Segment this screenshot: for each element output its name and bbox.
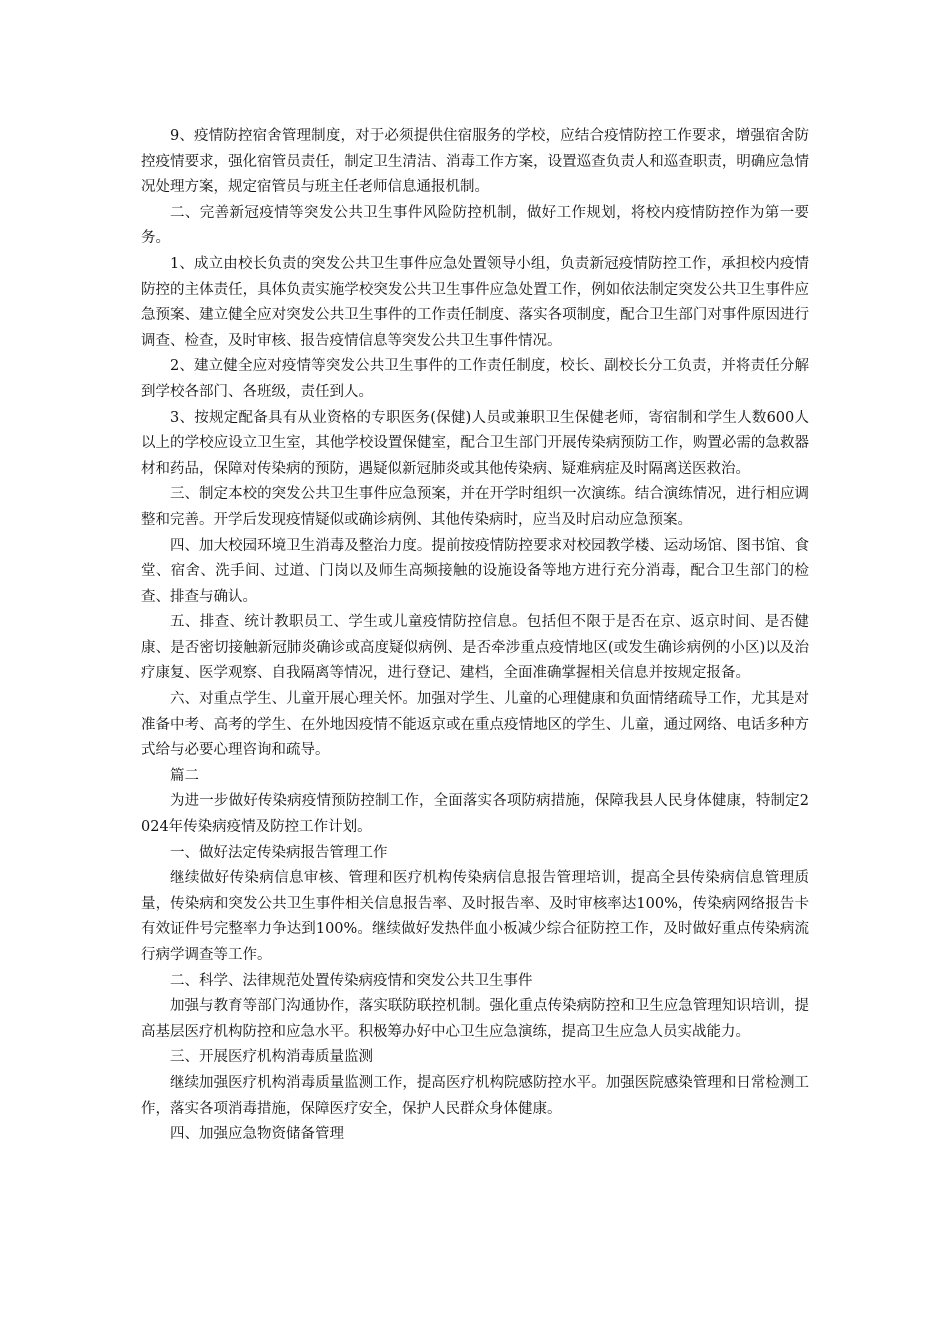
section-heading-risk-control: 二、完善新冠疫情等突发公共卫生事件风险防控机制，做好工作规划，将校内疫情防控作为第一要务。 <box>141 204 809 247</box>
section-heading-emergency-supplies: 四、加强应急物资储备管理 <box>170 1126 344 1143</box>
section-heading-epidemic-handling: 二、科学、法律规范处置传染病疫情和突发公共卫生事件 <box>170 972 533 989</box>
document-body <box>141 124 809 1148</box>
paragraph-responsibility-system: 2、建立健全应对疫情等突发公共卫生事件的工作责任制度，校长、副校长分工负责，并将责任分解到学校各部门、各班级，责任到人。 <box>141 358 809 400</box>
part-two-title: 篇二 <box>170 767 199 784</box>
paragraph-epidemic-handling: 加强与教育等部门沟通协作，落实联防联控机制。强化重点传染病防控和卫生应急管理知识培训，提高基层医疗机构防控和应急水平。积极筹办好中心卫生应急演练，提高卫生应急人员实战能力。 <box>141 998 809 1040</box>
paragraph-plan-intro: 为进一步做好传染病疫情预防控制工作，全面落实各项防病措施，保障我县人民身体健康，特制定2024年传染病疫情及防控工作计划。 <box>141 793 809 836</box>
paragraph-disinfection-monitoring: 继续加强医疗机构消毒质量监测工作，提高医疗机构院感防控水平。加强医院感染管理和日常检测工作，落实各项消毒措施，保障医疗安全，保护人民群众身体健康。 <box>141 1074 809 1117</box>
paragraph-psychological-care: 六、对重点学生、儿童开展心理关怀。加强对学生、儿童的心理健康和负面情绪疏导工作，尤其是对准备中考、高考的学生、在外地因疫情不能返京或在重点疫情地区的学生、儿童，通过网络、电话多种方式给与必要心理咨询和疏导。 <box>141 691 809 759</box>
paragraph-campus-disinfection: 四、加大校园环境卫生消毒及整治力度。提前按疫情防控要求对校园教学楼、运动场馆、图书馆、食堂、宿舍、洗手间、过道、门岗以及师生高频接触的设施设备等地方进行充分消毒，配合卫生部门的检查、排查与确认。 <box>141 537 809 605</box>
paragraph-dorm-management: 9、疫情防控宿舍管理制度，对于必须提供住宿服务的学校，应结合疫情防控工作要求，增强宿舍防控疫情要求，强化宿管员责任，制定卫生清洁、消毒工作方案，设置巡查负责人和巡查职责，明确应急情况处理方案，规定宿管员与班主任老师信息通报机制。 <box>141 128 809 196</box>
section-heading-disinfection-monitoring: 三、开展医疗机构消毒质量监测 <box>170 1049 373 1066</box>
paragraph-medical-staff: 3、按规定配备具有从业资格的专职医务(保健)人员或兼职卫生保健老师，寄宿制和学生人数600人以上的学校应设立卫生室，其他学校设置保健室，配合卫生部门开展传染病预防工作，购置必需的急救器材和药品，保障对传染病的预防，遇疑似新冠肺炎或其他传染病、疑难病症及时隔离送医救治。 <box>141 409 809 477</box>
paragraph-emergency-plan: 三、制定本校的突发公共卫生事件应急预案，并在开学时组织一次演练。结合演练情况，进行相应调整和完善。开学后发现疫情疑似或确诊病例、其他传染病时，应当及时启动应急预案。 <box>141 486 809 528</box>
section-heading-reporting: 一、做好法定传染病报告管理工作 <box>170 844 388 861</box>
paragraph-leadership-group: 1、成立由校长负责的突发公共卫生事件应急处置领导小组，负责新冠疫情防控工作，承担校内疫情防控的主体责任，具体负责实施学校突发公共卫生事件应急处置工作，例如依法制定突发公共卫生事件应急预案、建立健全应对突发公共卫生事件的工作责任制度、落实各项制度，配合卫生部门对事件原因进行调查、检查，及时审核、报告疫情信息等突发公共卫生事件情况。 <box>141 255 809 349</box>
paragraph-information-screening: 五、排查、统计教职员工、学生或儿童疫情防控信息。包括但不限于是否在京、返京时间、是否健康、是否密切接触新冠肺炎确诊或高度疑似病例、是否牵涉重点疫情地区(或发生确诊病例的小区)以及治疗康复、医学观察、自我隔离等情况，进行登记、建档，全面准确掌握相关信息并按规定报备。 <box>141 614 809 682</box>
paragraph-reporting: 继续做好传染病信息审核、管理和医疗机构传染病信息报告管理培训，提高全县传染病信息管理质量，传染病和突发公共卫生事件相关信息报告率、及时报告率、及时审核率达100%，传染病网络报告卡有效证件号完整率力争达到100%。继续做好发热伴血小板减少综合征防控工作，及时做好重点传染病流行病学调查等工作。 <box>141 870 809 963</box>
